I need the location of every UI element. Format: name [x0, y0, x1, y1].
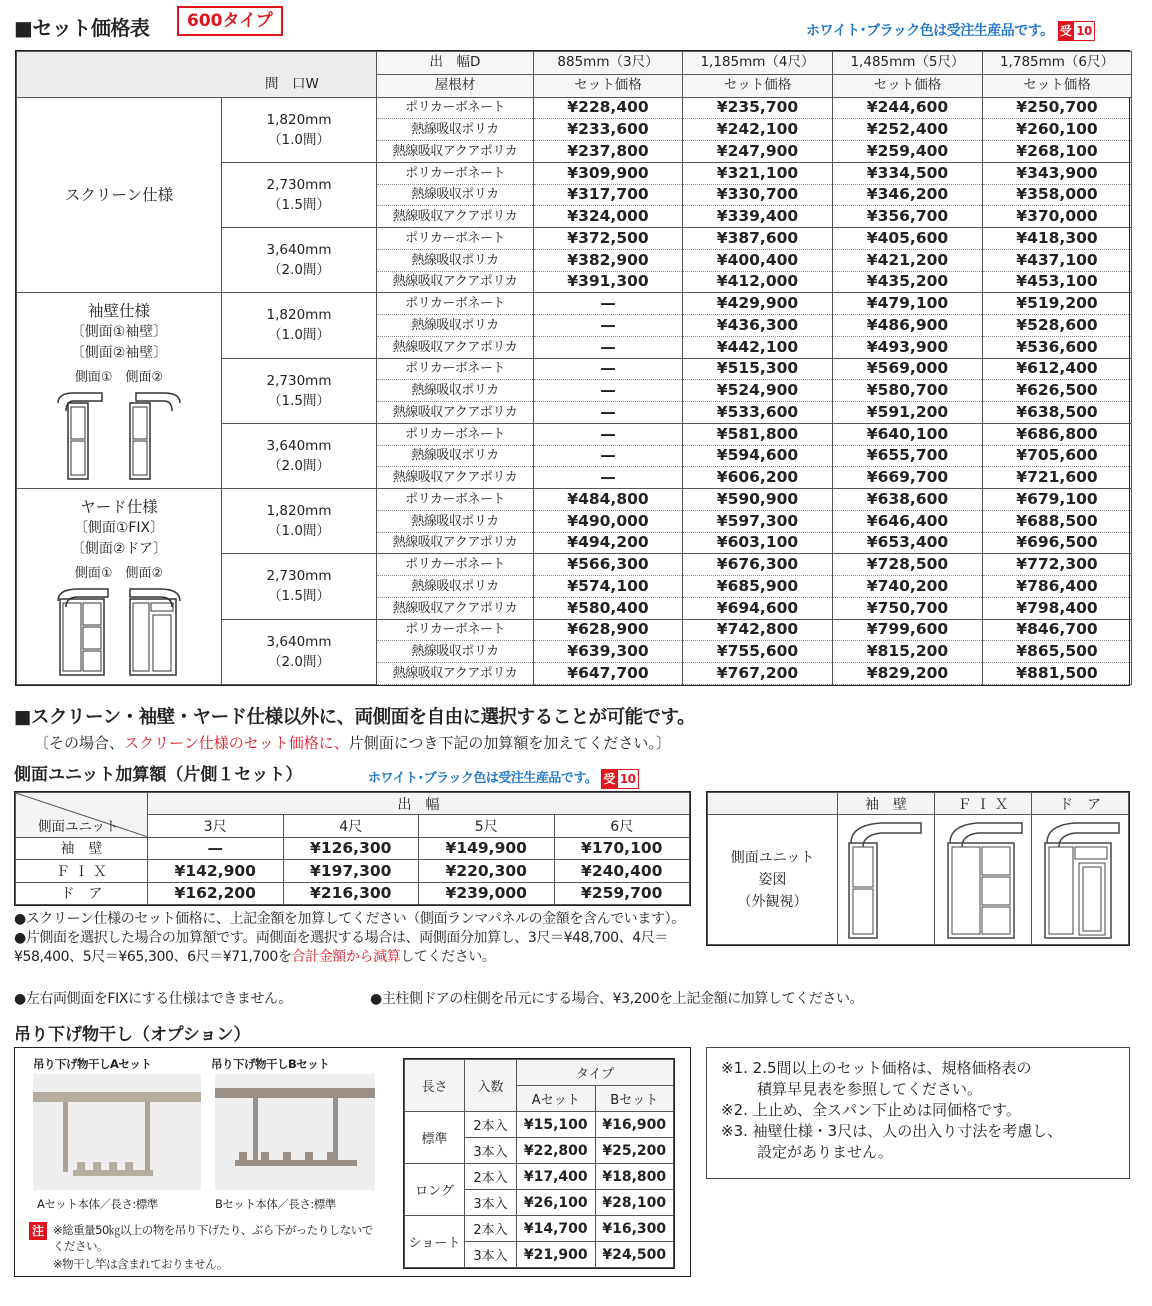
price-cell: ¥244,600 — [833, 97, 983, 119]
price-cell: ¥442,100 — [683, 336, 833, 358]
price-cell: ¥767,200 — [683, 663, 833, 685]
spec-side-2: 〔側面②ドア〕 — [70, 541, 168, 558]
price-cell: ¥242,100 — [683, 119, 833, 141]
roof-cell: 熱線吸収アクアポリカ — [377, 141, 534, 163]
width-cell: 2,730mm （1.5間） — [222, 162, 377, 227]
sodekabe-illustration — [841, 817, 931, 942]
roof-cell: 熱線吸収ポリカ — [377, 576, 534, 598]
price-cell: ¥755,600 — [683, 641, 833, 663]
table-row: Ｆ Ｉ Ｘ ¥142,900 ¥197,300 ¥220,300 ¥240,400 — [16, 860, 690, 882]
price-cell: ¥484,800 — [534, 489, 683, 511]
price-cell: ¥653,400 — [833, 532, 983, 554]
table-row: ロング 2本入 ¥17,400 ¥18,800 — [405, 1164, 674, 1190]
price-cell: ¥334,500 — [833, 162, 983, 184]
price-cell: ¥493,900 — [833, 336, 983, 358]
roof-header: 屋根材 — [377, 74, 534, 97]
price-cell: ¥490,000 — [534, 510, 683, 532]
price-cell: ¥233,600 — [534, 119, 683, 141]
spec-name: 袖壁仕様 — [87, 302, 150, 321]
roof-cell: 熱線吸収アクアポリカ — [377, 597, 534, 619]
price-cell: ¥330,700 — [683, 184, 833, 206]
price-header: セット価格 — [983, 74, 1132, 97]
width-cell: 3,640mm （2.0間） — [222, 423, 377, 488]
price-cell: ¥798,400 — [983, 597, 1132, 619]
price-cell: ¥786,400 — [983, 576, 1132, 598]
note-1b: 積算早見表を参照してください。 — [757, 1080, 983, 1098]
price-cell: ¥453,100 — [983, 271, 1132, 293]
fig-col-sodekabe: 袖 壁 — [838, 793, 935, 815]
roof-cell: ポリカーボネート — [377, 162, 534, 184]
price-cell: ¥309,900 — [534, 162, 683, 184]
price-cell: ¥603,100 — [683, 532, 833, 554]
roof-cell: ポリカーボネート — [377, 554, 534, 576]
price-cell: ¥260,100 — [983, 119, 1132, 141]
price-cell: ¥676,300 — [683, 554, 833, 576]
price-cell: ¥750,700 — [833, 597, 983, 619]
price-cell: ¥515,300 — [683, 358, 833, 380]
price-cell: — — [534, 315, 683, 337]
spec-cell — [17, 489, 222, 685]
fix-illustration — [938, 817, 1028, 942]
side-unit-label: 側面ユニット — [38, 818, 119, 835]
price-cell: ¥580,700 — [833, 380, 983, 402]
roof-cell: 熱線吸収ポリカ — [377, 184, 534, 206]
roof-cell: 熱線吸収ポリカ — [377, 119, 534, 141]
roof-cell: ポリカーボネート — [377, 293, 534, 315]
yard-side-illustration — [54, 585, 184, 677]
price-cell: ¥228,400 — [534, 97, 683, 119]
price-cell: ¥343,900 — [983, 162, 1132, 184]
table-row: 標準 2本入 ¥15,100 ¥16,900 — [405, 1112, 674, 1138]
roof-cell: 熱線吸収ポリカ — [377, 249, 534, 271]
price-cell: ¥317,700 — [534, 184, 683, 206]
type-header: タイプ — [517, 1060, 674, 1086]
roof-cell: 熱線吸収アクアポリカ — [377, 402, 534, 424]
price-cell: ¥688,500 — [983, 510, 1132, 532]
price-cell: ¥412,000 — [683, 271, 833, 293]
notes-box — [706, 1047, 1130, 1179]
door-figure — [1032, 815, 1129, 945]
option-heading: 吊り下げ物干し（オプション） — [14, 1025, 251, 1045]
price-cell: ¥321,100 — [683, 162, 833, 184]
price-cell: ¥694,600 — [683, 597, 833, 619]
page-title: ■セット価格表 — [14, 16, 150, 40]
depth-col-3: 1,785mm（6尺） — [983, 52, 1132, 75]
price-cell: — — [534, 380, 683, 402]
width-cell: 3,640mm （2.0間） — [222, 619, 377, 684]
roof-cell: ポリカーボネート — [377, 619, 534, 641]
price-cell: ¥528,600 — [983, 315, 1132, 337]
roof-cell: 熱線吸収アクアポリカ — [377, 336, 534, 358]
table-row: ショート 2本入 ¥14,700 ¥16,300 — [405, 1216, 674, 1242]
price-cell: ¥639,300 — [534, 641, 683, 663]
side-col: 5尺 — [419, 815, 555, 837]
side-unit-figure-table — [706, 791, 1130, 946]
price-cell: ¥638,600 — [833, 489, 983, 511]
price-cell: ¥536,600 — [983, 336, 1132, 358]
price-cell: ¥647,700 — [534, 663, 683, 685]
price-cell: ¥421,200 — [833, 249, 983, 271]
price-cell: ¥252,400 — [833, 119, 983, 141]
price-cell: ¥566,300 — [534, 554, 683, 576]
side-unit-table — [14, 791, 691, 906]
roof-cell: 熱線吸収アクアポリカ — [377, 271, 534, 293]
price-cell: ¥685,900 — [683, 576, 833, 598]
price-cell: ¥590,900 — [683, 489, 833, 511]
price-cell: ¥569,000 — [833, 358, 983, 380]
price-cell: ¥437,100 — [983, 249, 1132, 271]
price-cell: ¥533,600 — [683, 402, 833, 424]
price-cell: — — [534, 358, 683, 380]
b-set-image — [215, 1074, 375, 1190]
price-cell: — — [534, 445, 683, 467]
side-col: 6尺 — [554, 815, 690, 837]
bullet-2: ●片側面を選択した場合の加算額です。両側面を選択する場合は、両側面分加算し、3尺＝¥48,700、4尺＝¥58,400、5尺＝¥65,300、6尺＝¥71,700を合計金額から減算してください。 — [14, 930, 669, 965]
roof-cell: 熱線吸収ポリカ — [377, 380, 534, 402]
table-row: ド ア ¥162,200 ¥216,300 ¥239,000 ¥259,700 — [16, 882, 690, 904]
type-badge: 600タイプ — [177, 6, 283, 36]
roof-cell: ポリカーボネート — [377, 423, 534, 445]
price-cell: — — [534, 336, 683, 358]
option-note-1: ※総重量50㎏以上の物を吊り下げたり、ぶら下がったりしないでください。 — [53, 1223, 373, 1253]
note-1a: ※1. 2.5間以上のセット価格は、規格価格表の — [721, 1059, 1032, 1077]
price-cell: ¥479,100 — [833, 293, 983, 315]
b-set-title: 吊り下げ物干しBセット — [211, 1057, 330, 1071]
price-cell: ¥846,700 — [983, 619, 1132, 641]
free-selection-heading: ■スクリーン・袖壁・ヤード仕様以外に、両側面を自由に選択することが可能です。 — [14, 707, 696, 728]
color-note — [806, 20, 1095, 41]
price-cell: ¥686,800 — [983, 423, 1132, 445]
price-cell: ¥815,200 — [833, 641, 983, 663]
price-cell: ¥679,100 — [983, 489, 1132, 511]
spec-side-2: 〔側面②袖壁〕 — [70, 345, 168, 362]
table-row: 3本入 ¥26,100 ¥28,100 — [405, 1190, 674, 1216]
side-labels: 側面① 側面② — [74, 370, 164, 386]
sodekabe-figure — [838, 815, 935, 945]
price-cell: ¥829,200 — [833, 663, 983, 685]
note-3a: ※3. 袖壁仕様・3尺は、人の出入り寸法を考慮し、 — [721, 1122, 1063, 1140]
note-2: ※2. 上止め、全スパン下止めは同価格です。 — [721, 1101, 1021, 1119]
price-cell: ¥435,200 — [833, 271, 983, 293]
roof-cell: ポリカーボネート — [377, 228, 534, 250]
table-row — [17, 293, 1132, 315]
price-cell: — — [534, 402, 683, 424]
price-cell: ¥574,100 — [534, 576, 683, 598]
price-cell: ¥772,300 — [983, 554, 1132, 576]
roof-cell: 熱線吸収ポリカ — [377, 315, 534, 337]
table-row: 3本入 ¥21,900 ¥24,500 — [405, 1242, 674, 1268]
qty-header: 入数 — [465, 1060, 517, 1112]
spec-side-1: 〔側面①FIX〕 — [73, 520, 165, 537]
price-cell: ¥669,700 — [833, 467, 983, 489]
price-cell: ¥581,800 — [683, 423, 833, 445]
price-cell: ¥705,600 — [983, 445, 1132, 467]
a-set-image — [33, 1074, 201, 1190]
width-cell: 3,640mm （2.0間） — [222, 228, 377, 293]
note-3b: 設定がありません。 — [757, 1143, 893, 1161]
depth-header: 出 幅D — [377, 52, 534, 75]
price-cell: ¥494,200 — [534, 532, 683, 554]
free-selection-note: 〔その場合、スクリーン仕様のセット価格に、片側面につき下記の加算額を加えてください。〕 — [34, 734, 671, 752]
price-cell: ¥638,500 — [983, 402, 1132, 424]
a-set-illustration — [33, 1074, 201, 1190]
price-cell: ¥235,700 — [683, 97, 833, 119]
price-cell: ¥626,500 — [983, 380, 1132, 402]
price-cell: ¥865,500 — [983, 641, 1132, 663]
price-cell: ¥268,100 — [983, 141, 1132, 163]
price-cell: ¥356,700 — [833, 206, 983, 228]
sodekabe-side-illustration — [54, 389, 184, 481]
b-set-caption: Bセット本体／長さ:標準 — [215, 1197, 336, 1211]
price-cell: ¥597,300 — [683, 510, 833, 532]
set-b-header: Bセット — [595, 1086, 674, 1112]
price-cell: ¥358,000 — [983, 184, 1132, 206]
a-set-title: 吊り下げ物干しAセット — [33, 1057, 152, 1071]
price-cell: — — [534, 293, 683, 315]
spec-name: ヤード仕様 — [80, 498, 158, 517]
width-cell: 1,820mm （1.0間） — [222, 489, 377, 554]
roof-cell: 熱線吸収アクアポリカ — [377, 532, 534, 554]
a-set-caption: Aセット本体／長さ:標準 — [37, 1197, 158, 1211]
uke-badge: 受 10 — [1058, 21, 1095, 41]
price-cell: ¥247,900 — [683, 141, 833, 163]
width-cell: 1,820mm （1.0間） — [222, 97, 377, 162]
color-note-text: ホワイト･ブラック色は受注生産品です。 — [806, 23, 1054, 39]
price-cell: ¥591,200 — [833, 402, 983, 424]
set-price-table — [15, 50, 1130, 686]
roof-cell: 熱線吸収アクアポリカ — [377, 663, 534, 685]
bullet-4: ●主柱側ドアの柱側を吊元にする場合、¥3,200を上記金額に加算してください。 — [370, 991, 864, 1007]
price-cell: ¥519,200 — [983, 293, 1132, 315]
roof-cell: 熱線吸収アクアポリカ — [377, 206, 534, 228]
price-cell: ¥436,300 — [683, 315, 833, 337]
spec-cell — [17, 97, 222, 293]
price-cell: ¥259,400 — [833, 141, 983, 163]
side-unit-corner — [16, 793, 148, 838]
option-note-2: ※物干し竿は含まれておりません。 — [53, 1257, 228, 1271]
roof-cell: 熱線吸収ポリカ — [377, 445, 534, 467]
price-cell: ¥237,800 — [534, 141, 683, 163]
side-unit-heading: 側面ユニット加算額（片側１セット） — [14, 765, 303, 785]
fig-col-door: ド ア — [1032, 793, 1129, 815]
price-cell: ¥339,400 — [683, 206, 833, 228]
price-header: セット価格 — [534, 74, 683, 97]
price-cell: ¥728,500 — [833, 554, 983, 576]
price-header: セット価格 — [683, 74, 833, 97]
price-cell: ¥640,100 — [833, 423, 983, 445]
price-cell: ¥740,200 — [833, 576, 983, 598]
price-cell: — — [534, 467, 683, 489]
price-cell: ¥346,200 — [833, 184, 983, 206]
price-cell: ¥655,700 — [833, 445, 983, 467]
fig-label: 側面ユニット 姿図 （外観視） — [708, 815, 838, 945]
bullet-1: ●スクリーン仕様のセット価格に、上記金額を加算してください（側面ランマパネルの金額を含んでいます）。 — [14, 911, 685, 927]
price-cell: ¥387,600 — [683, 228, 833, 250]
side-labels: 側面① 側面② — [74, 566, 164, 582]
price-cell: ¥391,300 — [534, 271, 683, 293]
price-header: セット価格 — [833, 74, 983, 97]
price-cell: ¥250,700 — [983, 97, 1132, 119]
price-cell: ¥721,600 — [983, 467, 1132, 489]
price-cell: ¥372,500 — [534, 228, 683, 250]
price-cell: ¥606,200 — [683, 467, 833, 489]
price-cell: ¥594,600 — [683, 445, 833, 467]
price-cell: — — [534, 423, 683, 445]
bullet-3: ●左右両側面をFIXにする仕様はできません。 — [14, 991, 293, 1007]
chu-mark: 注 — [29, 1222, 47, 1240]
price-cell: ¥370,000 — [983, 206, 1132, 228]
price-cell: ¥881,500 — [983, 663, 1132, 685]
price-cell: ¥405,600 — [833, 228, 983, 250]
roof-cell: 熱線吸収ポリカ — [377, 510, 534, 532]
uke-badge: 受 10 — [601, 769, 638, 789]
side-width-header: 出 幅 — [148, 793, 690, 815]
color-note: ホワイト･ブラック色は受注生産品です。 受 10 — [368, 767, 639, 789]
price-cell: ¥612,400 — [983, 358, 1132, 380]
table-row — [17, 489, 1132, 511]
depth-col-1: 1,185mm（4尺） — [683, 52, 833, 75]
spec-side-1: 〔側面①袖壁〕 — [70, 324, 168, 341]
price-cell: ¥628,900 — [534, 619, 683, 641]
side-col: 3尺 — [148, 815, 284, 837]
price-cell: ¥646,400 — [833, 510, 983, 532]
len-header: 長さ — [405, 1060, 465, 1112]
spec-name: スクリーン仕様 — [64, 185, 174, 204]
width-cell: 1,820mm （1.0間） — [222, 293, 377, 358]
depth-col-0: 885mm（3尺） — [534, 52, 683, 75]
option-price-table — [403, 1058, 675, 1269]
depth-col-2: 1,485mm（5尺） — [833, 52, 983, 75]
price-cell: ¥324,000 — [534, 206, 683, 228]
price-cell: ¥429,900 — [683, 293, 833, 315]
roof-cell: 熱線吸収アクアポリカ — [377, 467, 534, 489]
price-cell: ¥524,900 — [683, 380, 833, 402]
table-row — [17, 97, 1132, 119]
side-col: 4尺 — [283, 815, 419, 837]
fig-col-fix: Ｆ Ｉ Ｘ — [935, 793, 1032, 815]
price-cell: ¥382,900 — [534, 249, 683, 271]
door-illustration — [1035, 817, 1125, 942]
corner-cell — [17, 52, 377, 98]
price-cell: ¥580,400 — [534, 597, 683, 619]
table-row: 袖 壁 — ¥126,300 ¥149,900 ¥170,100 — [16, 837, 690, 859]
roof-cell: 熱線吸収ポリカ — [377, 641, 534, 663]
price-cell: ¥400,400 — [683, 249, 833, 271]
spec-cell — [17, 293, 222, 489]
price-cell: ¥486,900 — [833, 315, 983, 337]
price-cell: ¥696,500 — [983, 532, 1132, 554]
price-cell: ¥742,800 — [683, 619, 833, 641]
set-a-header: Aセット — [517, 1086, 596, 1112]
fix-figure — [935, 815, 1032, 945]
price-cell: ¥418,300 — [983, 228, 1132, 250]
table-row: 3本入 ¥22,800 ¥25,200 — [405, 1138, 674, 1164]
b-set-illustration — [215, 1074, 375, 1190]
roof-cell: ポリカーボネート — [377, 97, 534, 119]
roof-cell: ポリカーボネート — [377, 489, 534, 511]
width-header: 間 口W — [265, 76, 319, 93]
roof-cell: ポリカーボネート — [377, 358, 534, 380]
width-cell: 2,730mm （1.5間） — [222, 554, 377, 619]
price-cell: ¥799,600 — [833, 619, 983, 641]
width-cell: 2,730mm （1.5間） — [222, 358, 377, 423]
